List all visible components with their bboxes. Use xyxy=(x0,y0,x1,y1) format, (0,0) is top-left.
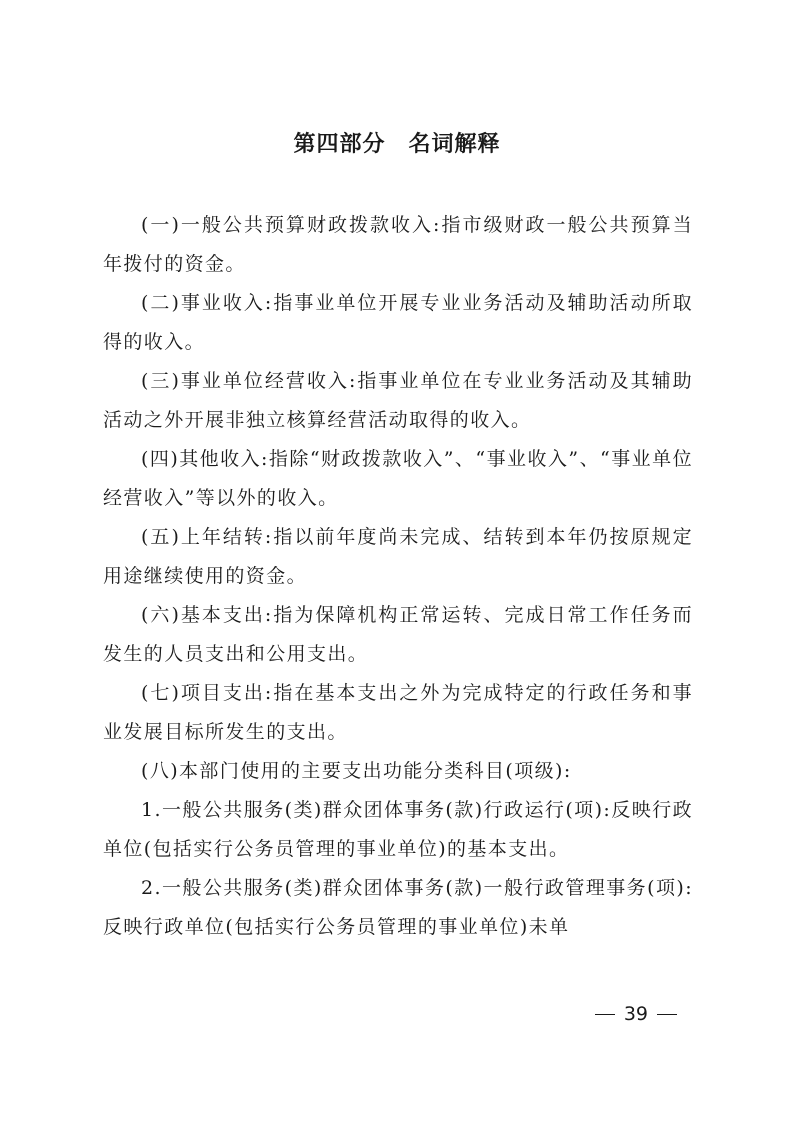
paragraph-5: (五)上年结转:指以前年度尚未完成、结转到本年仍按原规定用途继续使用的资金。 xyxy=(103,526,693,587)
paragraph-7: (七)项目支出:指在基本支出之外为完成特定的行政任务和事业发展目标所发生的支出。 xyxy=(103,682,693,743)
page-footer xyxy=(586,1003,686,1025)
paragraph-6: (六)基本支出:指为保障机构正常运转、完成日常工作任务而发生的人员支出和公用支出。 xyxy=(103,604,693,665)
right-dash xyxy=(657,1014,677,1015)
document-body xyxy=(103,206,693,947)
paragraph-4: (四)其他收入:指除“财政拨款收入”、“事业收入”、“事业单位经营收入”等以外的收入。 xyxy=(103,448,693,509)
paragraph-10: 2.一般公共服务(类)群众团体事务(款)一般行政管理事务(项):反映行政单位(包括实行公务员管理的事业单位)未单 xyxy=(103,877,693,938)
paragraph-8: (八)本部门使用的主要支出功能分类科目(项级): xyxy=(141,760,572,782)
page-number: 39 xyxy=(623,1003,648,1025)
paragraph-1: (一)一般公共预算财政拨款收入:指市级财政一般公共预算当年拨付的资金。 xyxy=(103,214,693,275)
left-dash xyxy=(595,1014,615,1015)
paragraph-2: (二)事业收入:指事业单位开展专业业务活动及辅助活动所取得的收入。 xyxy=(103,292,693,353)
page-title: 第四部分 名词解释 xyxy=(293,132,501,157)
paragraph-9: 1.一般公共服务(类)群众团体事务(款)行政运行(项):反映行政单位(包括实行公务员管理的事业单位)的基本支出。 xyxy=(103,799,693,860)
paragraph-3: (三)事业单位经营收入:指事业单位在专业业务活动及其辅助活动之外开展非独立核算经营活动取得的收入。 xyxy=(103,370,693,431)
